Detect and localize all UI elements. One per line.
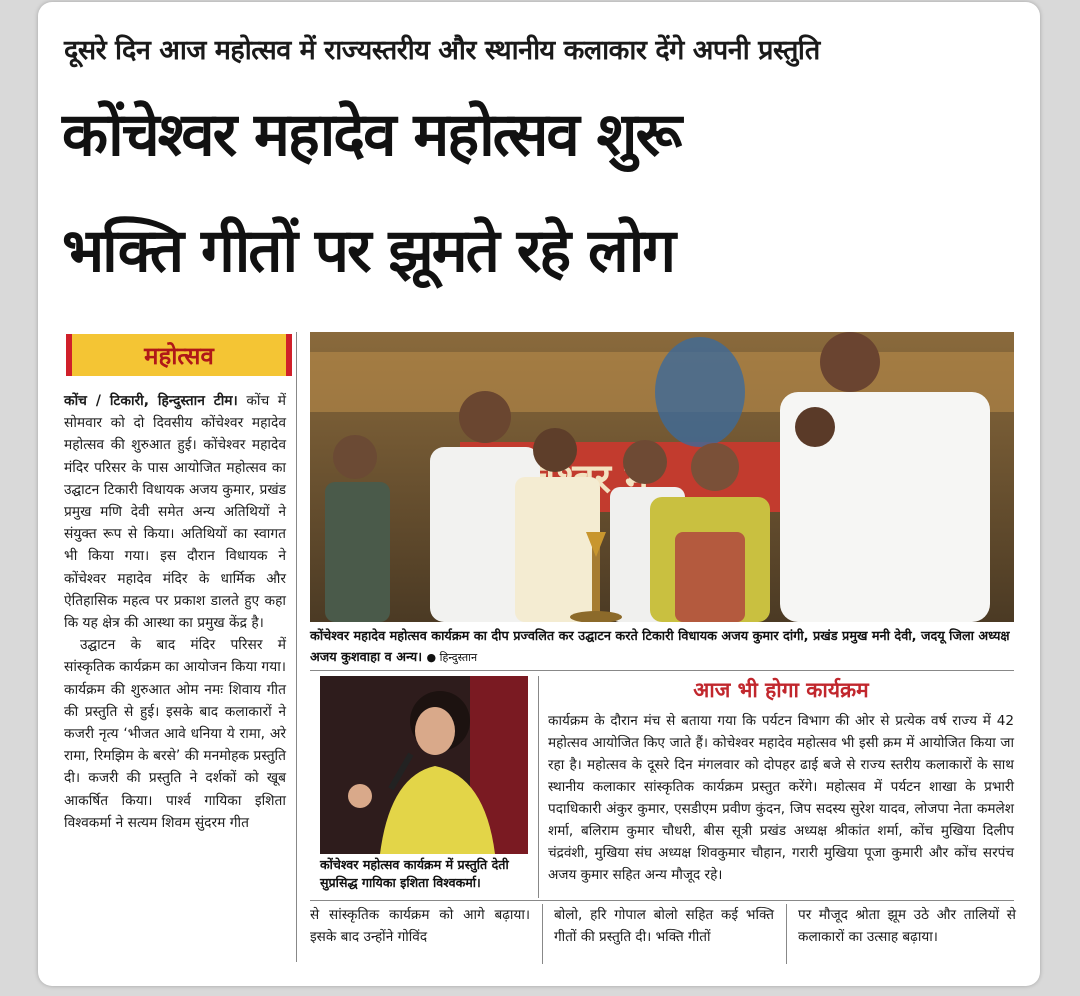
main-headline-line1: कोंचेश्वर महादेव महोत्सव शुरू bbox=[62, 100, 681, 170]
horizontal-divider bbox=[310, 900, 1014, 901]
column-divider bbox=[296, 332, 297, 962]
column-divider bbox=[542, 904, 543, 964]
newspaper-clipping bbox=[38, 2, 1040, 986]
photo-caption bbox=[310, 626, 1014, 668]
photo-caption-text: कोंचेश्वर महादेव महोत्सव कार्यक्रम का दीप प्रज्वलित कर उद्घाटन करते टिकारी विधायक अजय कुमार दांगी, प्रखंड प्रमुख मनी देवी, जदयू जिला अध्यक्ष अजय कुशवाहा व अन्य। bbox=[310, 629, 1010, 665]
bottom-column-1: से सांस्कृतिक कार्यक्रम को आगे बढ़ाया। इसके बाद उन्होंने गोविंद bbox=[310, 907, 530, 945]
horizontal-divider bbox=[310, 670, 1014, 671]
singer-photo-caption: कोंचेश्वर महोत्सव कार्यक्रम में प्रस्तुति देती सुप्रसिद्ध गायिका इशिता विश्वकर्मा। bbox=[320, 857, 509, 890]
main-headline-line2: भक्ति गीतों पर झूमते रहे लोग bbox=[62, 216, 675, 286]
dateline: कोंच / टिकारी, हिन्दुस्तान टीम। bbox=[64, 393, 238, 409]
side-story-body: कार्यक्रम के दौरान मंच से बताया गया कि पर्यटन विभाग की ओर से प्रत्येक वर्ष राज्य में 42 महोत्सव आयोजित किए जाते हैं। कोचेश्वर महादेव महोत्सव भी इसी क्रम में आयोजित किया जा रहा है। महोत्सव के दूसरे दिन मंगलवार को दोपहर ढाई बजे से राज्य स्तरीय कलाकारों के साथ स्थानीय कलाकार सांस्कृतिक कार्यक्रम प्रस्तुत करेंगे। महोत्सव में पर्यटन शाखा के प्रभारी पदाधिकारी अंकुर कुमार, एसडीएम प्रवीण कुंदन, जिप सदस्य सुरेश यादव, लोजपा नेता कमलेश शर्मा, बलिराम कुमार चौधरी, बीस सूत्री प्रखंड अध्यक्ष श्रीकांत शर्मा, कोंच मुखिया दिलीप चंद्रवंशी, मुखिया संघ अध्यक्ष शिवकुमार चौहान, गरारी मुखिया पूजा कुमारी और कोंच सरपंच अजय कुमार सहित अन्य मौजूद रहे। bbox=[548, 713, 1014, 883]
bottom-column-3: पर मौजूद श्रोता झूम उठे और तालियों से कलाकारों का उत्साह बढ़ाया। bbox=[798, 907, 1016, 945]
side-story-headline: आज भी होगा कार्यक्रम bbox=[693, 678, 869, 702]
photo-source: ● हिन्दुस्तान bbox=[426, 651, 478, 664]
column-divider bbox=[538, 676, 539, 898]
article-para1: कोंच में सोमवार को दो दिवसीय कोंचेश्वर महादेव महोत्सव की शुरुआत हुई। कोंचेश्वर महादेव मंदिर परिसर के पास आयोजित महोत्सव का उद्घाटन टिकारी विधायक अजय कुमार, प्रखंड प्रमुख मणि देवी समेत अन्य अतिथियों ने संयुक्त रूप से किया। अतिथियों का स्वागत भी किया गया। इस दौरान विधायक ने कोंचेश्वर महादेव मंदिर के धार्मिक और ऐतिहासिक महत्व पर प्रकाश डालते हुए कहा कि यह क्षेत्र की आस्था का प्रमुख केंद्र है। bbox=[64, 393, 287, 632]
inauguration-photo bbox=[310, 332, 1014, 622]
section-tag: महोत्सव bbox=[66, 334, 292, 376]
kicker-headline: दूसरे दिन आज महोत्सव में राज्यस्तरीय और स्थानीय कलाकार देंगे अपनी प्रस्तुति bbox=[64, 35, 820, 66]
singer-photo-art bbox=[320, 676, 528, 854]
column-divider bbox=[786, 904, 787, 964]
bottom-column-2: बोलो, हरि गोपाल बोलो सहित कई भक्ति गीतों की प्रस्तुति दी। भक्ति गीतों bbox=[554, 907, 774, 945]
singer-photo bbox=[320, 676, 528, 854]
article-para2: उद्घाटन के बाद मंदिर परिसर में सांस्कृतिक कार्यक्रम का आयोजन किया गया। कार्यक्रम की शुरुआत ओम नमः शिवाय गीत की प्रस्तुति से हुई। इसके बाद कलाकारों ने कजरी नृत्य ‘भीजत आवे धनिया ये रामा, अरे रामा, रिमझिम के बरसे’ की मनमोहक प्रस्तुति दी। कजरी की प्रस्तुति ने दर्शकों को खूब आकर्षित किया। पार्श्व गायिका इशिता विश्वकर्मा ने सत्यम शिवम सुंदरम गीत bbox=[64, 637, 286, 831]
article-left-column bbox=[64, 390, 286, 834]
inauguration-photo-art bbox=[310, 332, 1014, 622]
